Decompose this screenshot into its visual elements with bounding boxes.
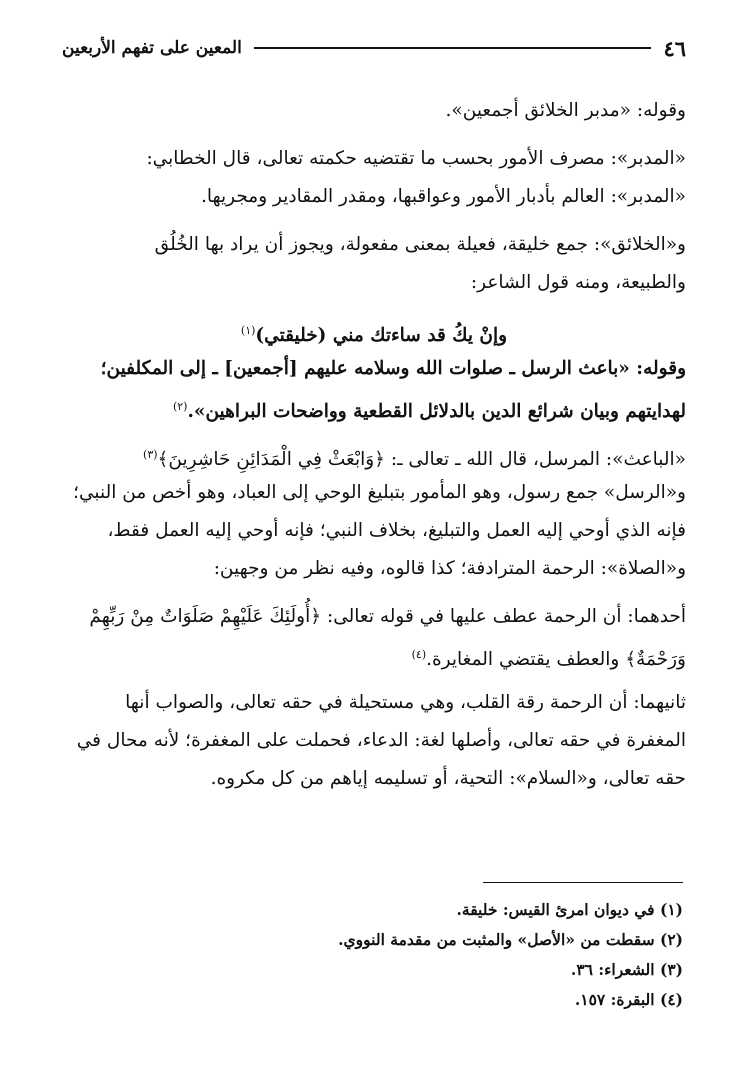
paragraph-line: حقه تعالى، و«السلام»: التحية، أو تسليمه إياهم من كل مكروه. xyxy=(210,768,686,789)
paragraph-line: أحدهما: أن الرحمة عطف عليها في قوله تعالى: ﴿أُولَئِكَ عَلَيْهِمْ صَلَوَاتٌ مِنْ رَبِّهِمْ xyxy=(89,606,686,627)
paragraph-line: والطبيعة، ومنه قول الشاعر: xyxy=(470,272,686,293)
paragraph-line xyxy=(62,636,686,674)
page-header xyxy=(62,34,686,62)
footnote: (١) في ديوان امرئ القيس: خليقة. xyxy=(456,900,683,919)
paragraph-line: و«الرسل» جمع رسول، وهو المأمور بتبليغ الوحي إلى العباد، وهو أخص من النبي؛ xyxy=(73,482,686,503)
paragraph-line: وقوله: «مدبر الخلائق أجمعين». xyxy=(445,100,686,121)
footnote-ref: (٣) xyxy=(143,448,158,461)
quote-text: وقوله: «باعث الرسل ـ صلوات الله وسلامه عليهم [أجمعين] ـ إلى المكلفين؛ xyxy=(100,358,686,379)
paragraph-line: المغفرة في حقه تعالى، وأصلها لغة: الدعاء، فحملت على المغفرة؛ لأنه محال في xyxy=(76,730,686,751)
running-title: المعين على تفهم الأربعين xyxy=(62,38,242,58)
footnote: (٣) الشعراء: ٣٦. xyxy=(570,960,683,979)
footnote: (٢) سقطت من «الأصل» والمثبت من مقدمة النووي. xyxy=(338,930,683,949)
paragraph-line xyxy=(62,350,686,388)
footnote-ref: (٢) xyxy=(172,400,188,413)
verse-text: وإنْ يكُ قد ساءتك مني (خليقتي) xyxy=(255,325,508,347)
footnote: (٤) البقرة: ١٥٧. xyxy=(574,990,683,1009)
paragraph-line: و«الخلائق»: جمع خليقة، فعيلة بمعنى مفعولة، ويجوز أن يراد بها الخُلُق xyxy=(154,234,686,255)
paragraph-line: فإنه الذي أوحي إليه العمل والتبليغ، بخلاف النبي؛ فإنه أوحي إليه العمل فقط، xyxy=(107,520,686,541)
paragraph-line: و«الصلاة»: الرحمة المترادفة؛ كذا قالوه، وفيه نظر من وجهين: xyxy=(213,558,686,579)
header-rule xyxy=(254,47,652,49)
footnote-ref: (١) xyxy=(240,324,256,337)
footnote-rule xyxy=(483,882,683,883)
page-body xyxy=(62,92,686,798)
paragraph-line: «المدبر»: العالم بأدبار الأمور وعواقبها، ومقدر المقادير ومجريها. xyxy=(200,186,686,207)
footnotes xyxy=(83,895,683,1015)
page-number: ٤٦ xyxy=(663,35,686,61)
line-text: وَرَحْمَةٌ﴾ والعطف يقتضي المغايرة. xyxy=(426,649,686,671)
paragraph-line xyxy=(62,388,686,426)
quote-text: لهدايتهم وبيان شرائع الدين بالدلائل القطعية وواضحات البراهين». xyxy=(187,401,686,423)
paragraph-line: «المدبر»: مصرف الأمور بحسب ما تقتضيه حكمته تعالى، قال الخطابي: xyxy=(146,148,686,169)
line-text: «الباعث»: المرسل، قال الله ـ تعالى ـ: ﴿وَابْعَثْ فِي الْمَدَائِنِ حَاشِرِينَ﴾ xyxy=(157,449,686,471)
footnote-ref: (٤) xyxy=(411,648,427,661)
paragraph-line xyxy=(62,436,686,474)
paragraph-line: ثانيهما: أن الرحمة رقة القلب، وهي مستحيلة في حقه تعالى، والصواب أنها xyxy=(125,692,686,713)
poetry-verse xyxy=(62,312,686,350)
